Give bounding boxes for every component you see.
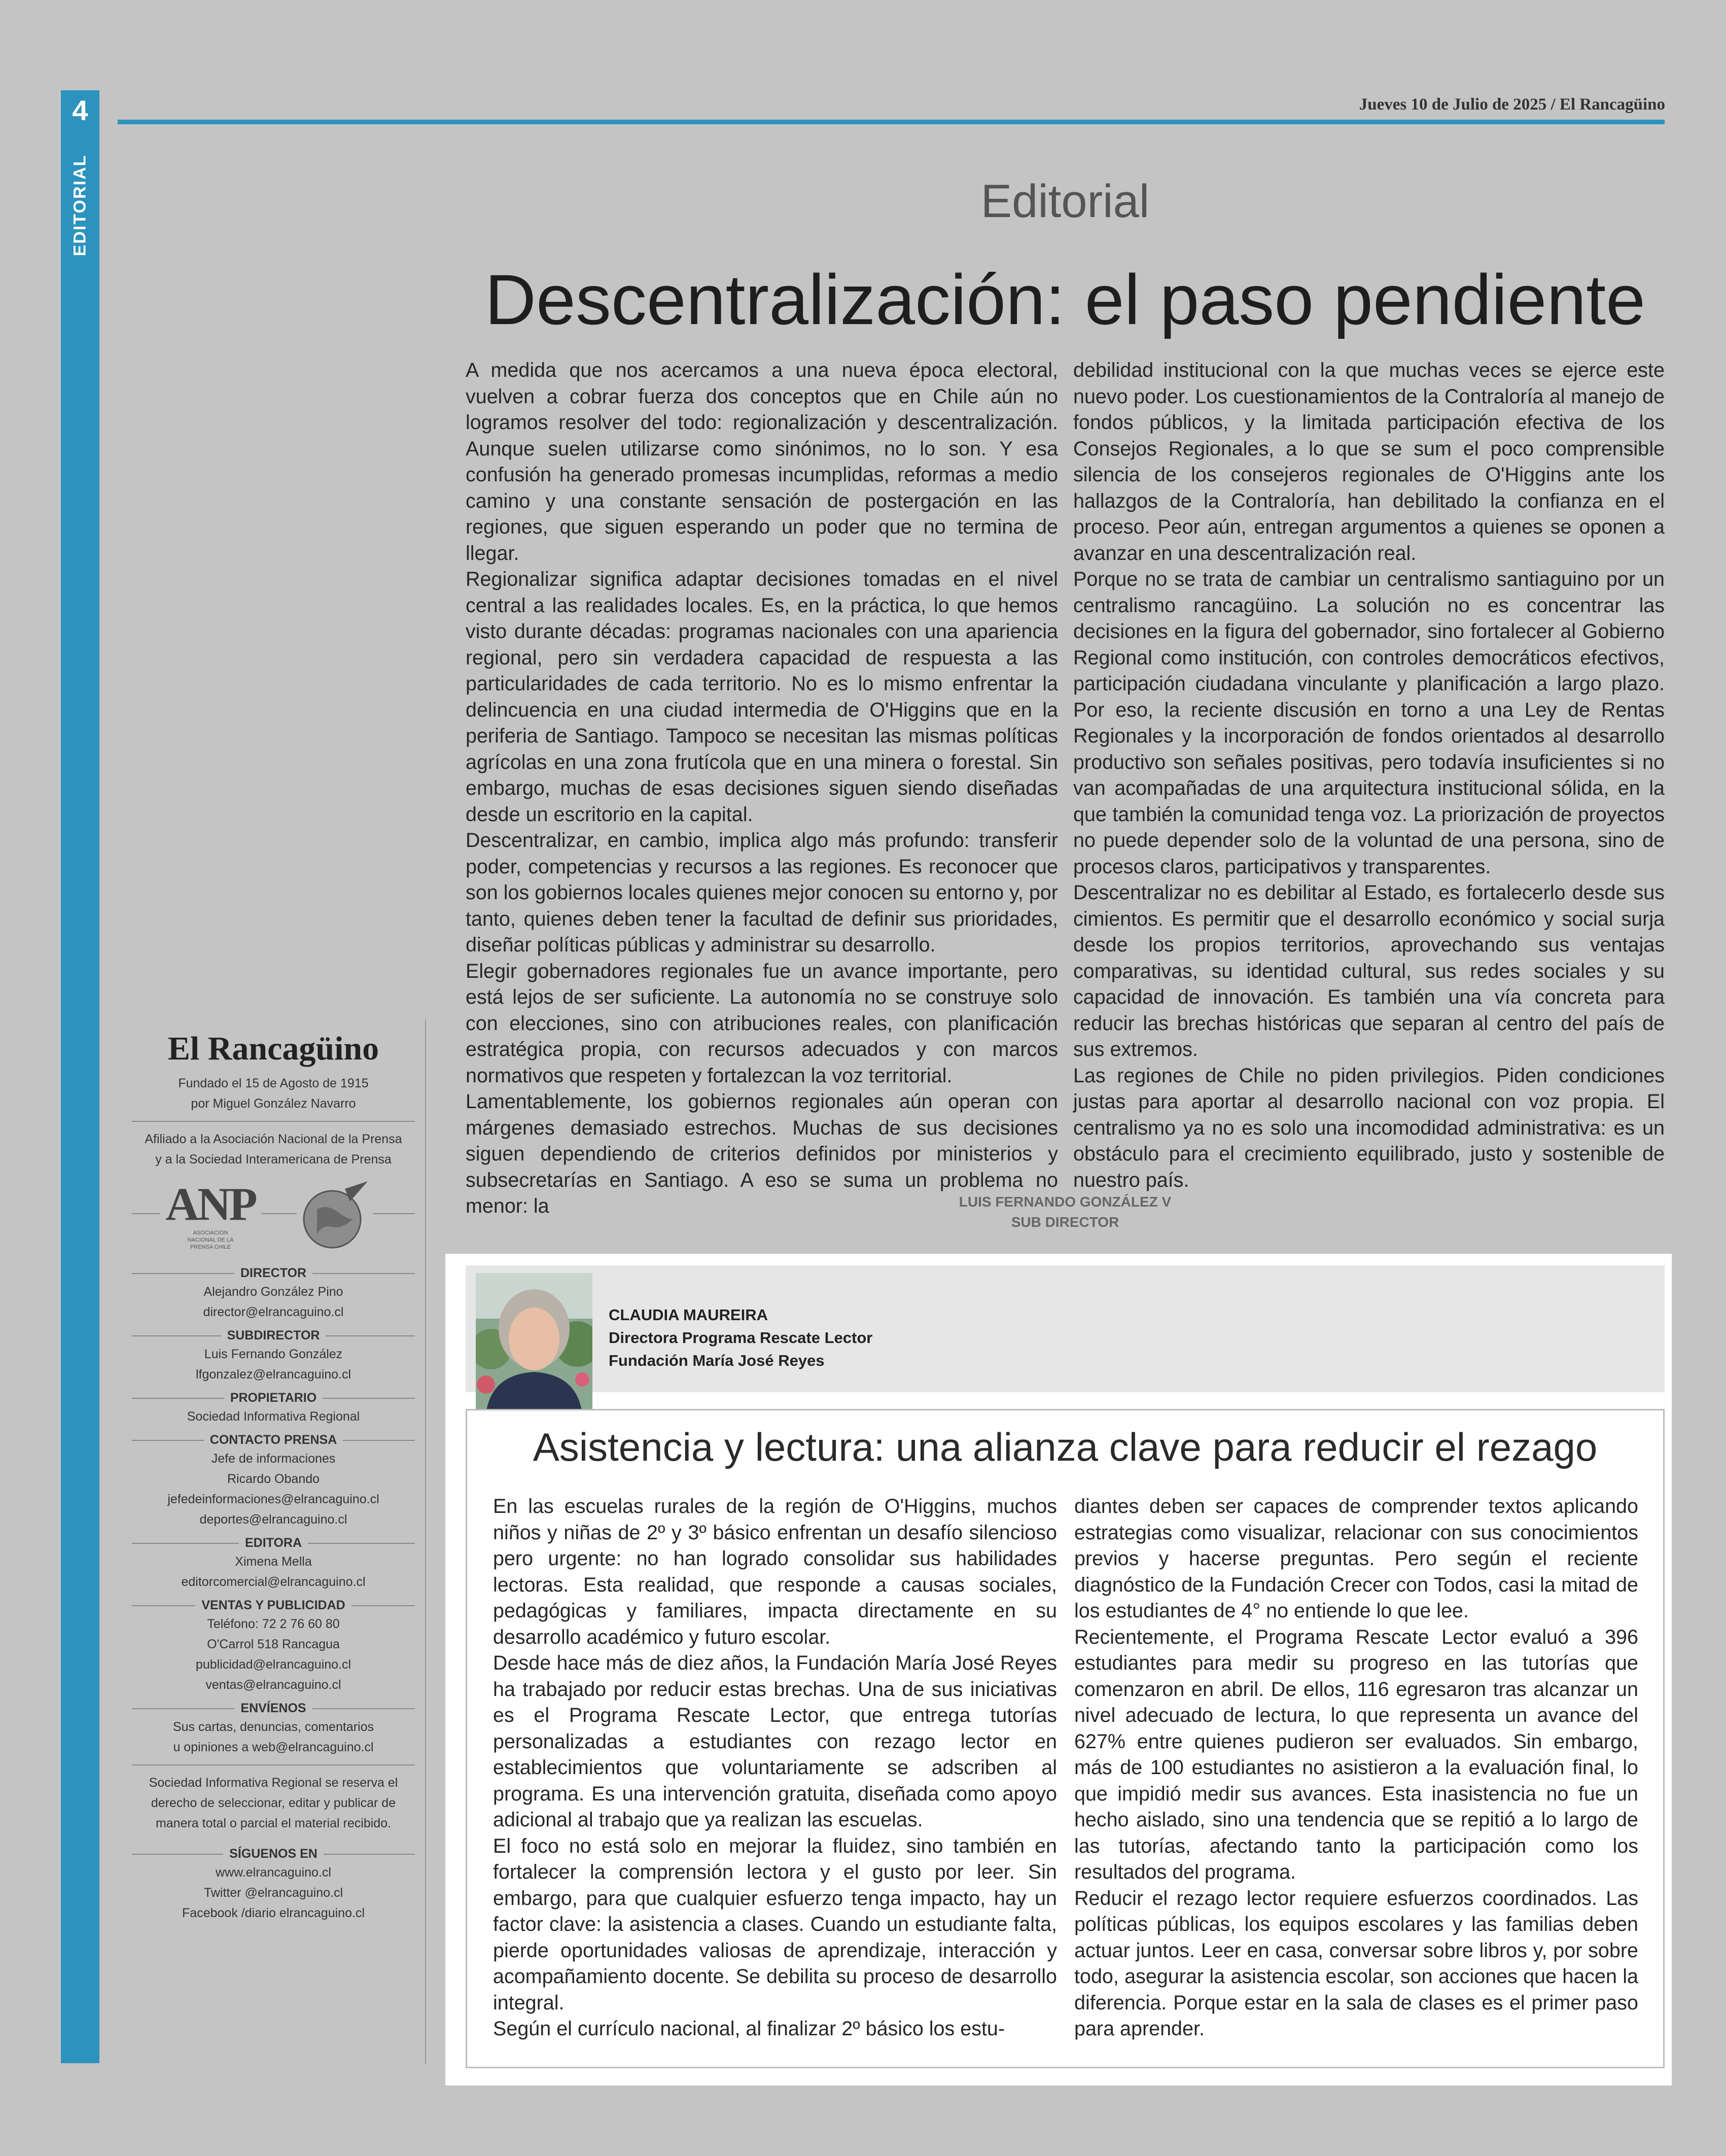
editorial-byline	[913, 1192, 1217, 1232]
divider	[132, 1121, 415, 1122]
subdirector-email: lfgonzalez@elrancaguino.cl	[195, 1367, 351, 1382]
author-organization: Fundación María José Reyes	[609, 1352, 825, 1369]
sales-address: O'Carrol 518 Rancagua	[207, 1637, 340, 1651]
editorial-column-2	[1073, 358, 1665, 1193]
opinion-title: Asistencia y lectura: una alianza clave para reducir el rezago	[533, 1425, 1598, 1469]
opinion-column-2	[1074, 1494, 1638, 2042]
paragraph: Recientemente, el Programa Rescate Lector evaluó a 396 estudiantes para medir su progreso en las tutorías que comenzaron en abril. De ellos, 116 egresaron tras alcanzar un nivel adecuado de lectura, lo que representa un avance del 627% entre quienes pudieron ser evaluados. Sin embargo, más de 100 estudiantes no asistieron a la evaluación final, lo que impidió medir sus avances. Esta inasistencia no fue un hecho aislado, sino una tendencia que se repitió a lo largo de las tutorías, afectando tanto la participación como los resultados del programa.	[1074, 1625, 1638, 1883]
press-header	[132, 1433, 415, 1447]
paragraph: Desde hace más de diez años, la Fundación María José Reyes ha trabajado por reducir estas brechas. Una de sus iniciativas es el Programa Rescate Lector, que entrega tutorías personalizadas a estudiantes con rezago lector en establecimientos que voluntariamente se adscriben al programa. Es una intervención gratuita, diseñada como apoyo adicional al trabajo que ya realizan las escuelas.	[493, 1652, 1057, 1831]
author-role: Directora Programa Rescate Lector	[609, 1329, 873, 1347]
anp-logo	[160, 1179, 261, 1255]
section-heading: DIRECTOR	[240, 1266, 307, 1280]
send-line: u opiniones a web@elrancaguino.cl	[173, 1740, 374, 1754]
divider	[132, 1764, 415, 1765]
sales-email: publicidad@elrancaguino.cl	[195, 1657, 351, 1672]
section-heading: SUBDIRECTOR	[227, 1328, 320, 1342]
masthead-title: El Rancagüino	[167, 1030, 379, 1067]
masthead-box	[122, 1019, 426, 2064]
sales-phone: Teléfono: 72 2 76 60 80	[207, 1617, 340, 1631]
press-line: Ricardo Obando	[227, 1472, 320, 1486]
paragraph: Regionalizar significa adaptar decisiones tomadas en el nivel central a las realidades locales. Es, en la práctica, lo que hemos visto durante décadas: programas nacionales con una apariencia regional, pero sin verdadera capacidad de respuesta a las particularidades de cada territorio. No es lo mismo enfrentar la delincuencia en una ciudad intermedia de O'Higgins que en la periferia de Santiago. Tampoco se necesitan las mismas políticas agrícolas en una zona frutícola que en una minera o forestal. Sin embargo, muchas de esas decisiones siguen siendo diseñadas desde un escritorio en la capital.	[466, 568, 1058, 826]
follow-header	[132, 1847, 415, 1861]
paragraph: Descentralizar no es debilitar al Estado, es fortalecerlo desde sus cimientos. Es permitir que el desarrollo económico y social surja desde los propios territorios, aprovechando sus ventajas comparativas, su identidad cultural, sus redes sociales y su capacidad de innovación. Es también una vía concreta para reducir las brechas históricas que separan al centro del país de sus extremos.	[1073, 881, 1665, 1061]
section-heading: ENVÍENOS	[240, 1701, 306, 1715]
follow-twitter: Twitter @elrancaguino.cl	[203, 1886, 343, 1900]
section-heading: EDITORA	[244, 1536, 302, 1550]
anp-logo-subtext: ASOCIACION NACIONAL DE LA PRENSA CHILE	[187, 1230, 234, 1250]
send-line: Sus cartas, denuncias, comentarios	[172, 1720, 374, 1734]
byline-role: SUB DIRECTOR	[1011, 1214, 1119, 1230]
paragraph: A medida que nos acercamos a una nueva época electoral, vuelven a cobrar fuerza dos conceptos que en Chile aún no logramos resolver del todo: regionalización y descentralización. Aunque suelen utilizarse como sinónimos, no lo son. Y esa confusión ha generado promesas incumplidas, reformas a medio camino y una constante sensación de postergación en las regiones, que siguen esperando un poder que no termina de llegar.	[466, 359, 1058, 564]
affiliation-line: y a la Sociedad Interamericana de Prensa	[155, 1152, 392, 1167]
paragraph: Las regiones de Chile no piden privilegios. Piden condiciones justas para aportar al desarrollo nacional con voz propia. El centralismo ya no es solo una incomodidad administrativa: es un obstáculo para el crecimiento equilibrado, justo y sostenible de nuestro país.	[1073, 1064, 1665, 1191]
paragraph: Descentralizar, en cambio, implica algo más profundo: transferir poder, competencias y recursos a las regiones. Es reconocer que son los gobiernos locales quienes mejor conocen su entorno y, por tanto, quienes deben tener la facultad de definir sus prioridades, diseñar políticas públicas y administrar su desarrollo.	[466, 829, 1058, 956]
notice-line: Sociedad Informativa Regional se reserva el	[149, 1776, 398, 1790]
owner-name: Sociedad Informativa Regional	[187, 1409, 360, 1424]
director-header	[132, 1266, 415, 1281]
send-header	[132, 1701, 415, 1716]
press-email: jefedeinformaciones@elrancaguino.cl	[167, 1492, 379, 1506]
paragraph: diantes deben ser capaces de comprender textos aplicando estrategias como visualizar, relacionar con sus conocimientos previos y hacerse preguntas. Pero según el reciente diagnóstico de la Fundación Crecer con Todos, casi la mitad de los estudiantes de 4° no entiende lo que lee.	[1074, 1495, 1638, 1622]
anp-logo-text: ANP	[165, 1178, 256, 1230]
section-sidebar-bar	[61, 131, 99, 2063]
editorial-headline: Descentralización: el paso pendiente	[484, 260, 1646, 339]
association-logos	[122, 1174, 425, 1260]
paragraph: Reducir el rezago lector requiere esfuerzos coordinados. Las políticas públicas, los equipos escolares y las familias deben actuar juntos. Leer en casa, conversar sobre libros y, por sobre todo, asegurar la asistencia escolar, son acciones que hacen la diferencia. Porque estar en la sala de clases es el primer paso para aprender.	[1074, 1887, 1638, 2040]
notice-line: manera total o parcial el material recibido.	[155, 1816, 392, 1830]
section-label: Editorial	[980, 175, 1150, 227]
section-heading: PROPIETARIO	[230, 1391, 317, 1405]
editor-email: editorcomercial@elrancaguino.cl	[181, 1575, 366, 1589]
section-heading: VENTAS Y PUBLICIDAD	[201, 1598, 345, 1612]
section-tag-text: EDITORIAL	[70, 154, 90, 257]
subdirector-name: Luis Fernando González	[204, 1347, 343, 1361]
follow-web: www.elrancaguino.cl	[216, 1865, 331, 1880]
paragraph: Según el currículo nacional, al finalizar 2º básico los estu-	[493, 2018, 1005, 2040]
section-heading: SÍGUENOS EN	[229, 1847, 318, 1861]
follow-facebook: Facebook /diario elrancaguino.cl	[182, 1906, 365, 1920]
paragraph: En las escuelas rurales de la región de O'Higgins, muchos niños y niñas de 2º y 3º básico enfrentan un desafío silencioso pero urgente: no han logrado consolidar sus habilidades lectoras. Esta realidad, que responde a causas sociales, pedagógicas y familiares, impacta directamente en su desarrollo académico y futuro escolar.	[493, 1495, 1057, 1648]
notice-line: derecho de seleccionar, editar y publicar de	[151, 1796, 396, 1810]
director-name: Alejandro González Pino	[203, 1285, 343, 1299]
author-photo	[476, 1273, 592, 1414]
page-number: 4	[61, 90, 99, 131]
paragraph: Elegir gobernadores regionales fue un avance importante, pero está lejos de ser suficiente. La autonomía no se construye solo con elecciones, sino con atribuciones reales, con planificación estratégica propia, con recursos adecuados y con marcos normativos que respeten y fortalezcan la voz territorial.	[466, 960, 1058, 1087]
author-portrait-icon	[476, 1273, 592, 1414]
author-name: CLAUDIA MAUREIRA	[609, 1306, 768, 1324]
globe-icon	[297, 1179, 373, 1255]
paragraph: debilidad institucional con la que muchas veces se ejerce este nuevo poder. Los cuestionamientos de la Contraloría al manejo de fondos públicos, y la limitada participación efectiva de los Consejos Regionales, a lo que se sum el poco comprensible silencia de los consejeros regionales de O'Higgins ante los hallazgos de la Contraloría, han debilitado la confianza en el proceso. Peor aún, entregan argumentos a quienes se oponen a avanzar en una descentralización real.	[1073, 359, 1665, 564]
editor-name: Ximena Mella	[235, 1554, 312, 1569]
author-info	[609, 1303, 872, 1372]
press-email: deportes@elrancaguino.cl	[199, 1512, 347, 1527]
byline-name: LUIS FERNANDO GONZÁLEZ V	[959, 1194, 1172, 1210]
subdirector-header	[132, 1328, 415, 1343]
press-line: Jefe de informaciones	[211, 1452, 336, 1466]
header-date-line: Jueves 10 de Julio de 2025 / El Rancagüino	[1359, 95, 1665, 114]
sales-header	[132, 1598, 415, 1613]
section-heading: CONTACTO PRENSA	[209, 1433, 337, 1447]
header-rule	[118, 120, 1665, 124]
sales-email: ventas@elrancaguino.cl	[205, 1678, 341, 1692]
owner-header	[132, 1391, 415, 1405]
sip-logo	[297, 1179, 373, 1255]
paragraph: El foco no está solo en mejorar la fluidez, sino también en fortalecer la comprensión lectora y el gusto por leer. Sin embargo, para que cualquier esfuerzo tenga impacto, hay un factor clave: la asistencia a clases. Cuando un estudiante falta, pierde oportunidades valiosas de aprendizaje, interacción y acompañamiento docente. Se debilita su proceso de desarrollo integral.	[493, 1834, 1057, 2014]
opinion-column-1	[493, 1494, 1057, 2042]
director-email: director@elrancaguino.cl	[203, 1305, 344, 1319]
affiliation-line: Afiliado a la Asociación Nacional de la Prensa	[145, 1132, 402, 1146]
founded-line: Fundado el 15 de Agosto de 1915	[178, 1076, 369, 1090]
paragraph: Lamentablemente, los gobiernos regionales aún operan con márgenes demasiado estrechos. Muchas de sus decisiones siguen dependiendo de criterios definidos por ministerios y subsecretarías en Santiago. A eso se suma un problema no menor: la	[466, 1090, 1058, 1217]
founded-line: por Miguel González Navarro	[191, 1097, 356, 1111]
editor-header	[132, 1536, 415, 1550]
section-tag	[61, 152, 99, 259]
editorial-column-1	[466, 358, 1058, 1220]
paragraph: Porque no se trata de cambiar un centralismo santiaguino por un centralismo rancagüino. La solución no es concentrar las decisiones en la figura del gobernador, sino fortalecer al Gobierno Regional como institución, con controles democráticos efectivos, participación ciudadana vinculante y planificación a largo plazo. Por eso, la reciente discusión en torno a una Ley de Rentas Regionales y la incorporación de fondos orientados al desarrollo productivo son señales positivas, pero todavía insuficientes si no van acompañadas de una arquitectura institucional sólida, en la que también la comunidad tenga voz. La priorización de proyectos no puede depender solo de la voluntad de una persona, sino de procesos claros, participativos y transparentes.	[1073, 568, 1665, 878]
